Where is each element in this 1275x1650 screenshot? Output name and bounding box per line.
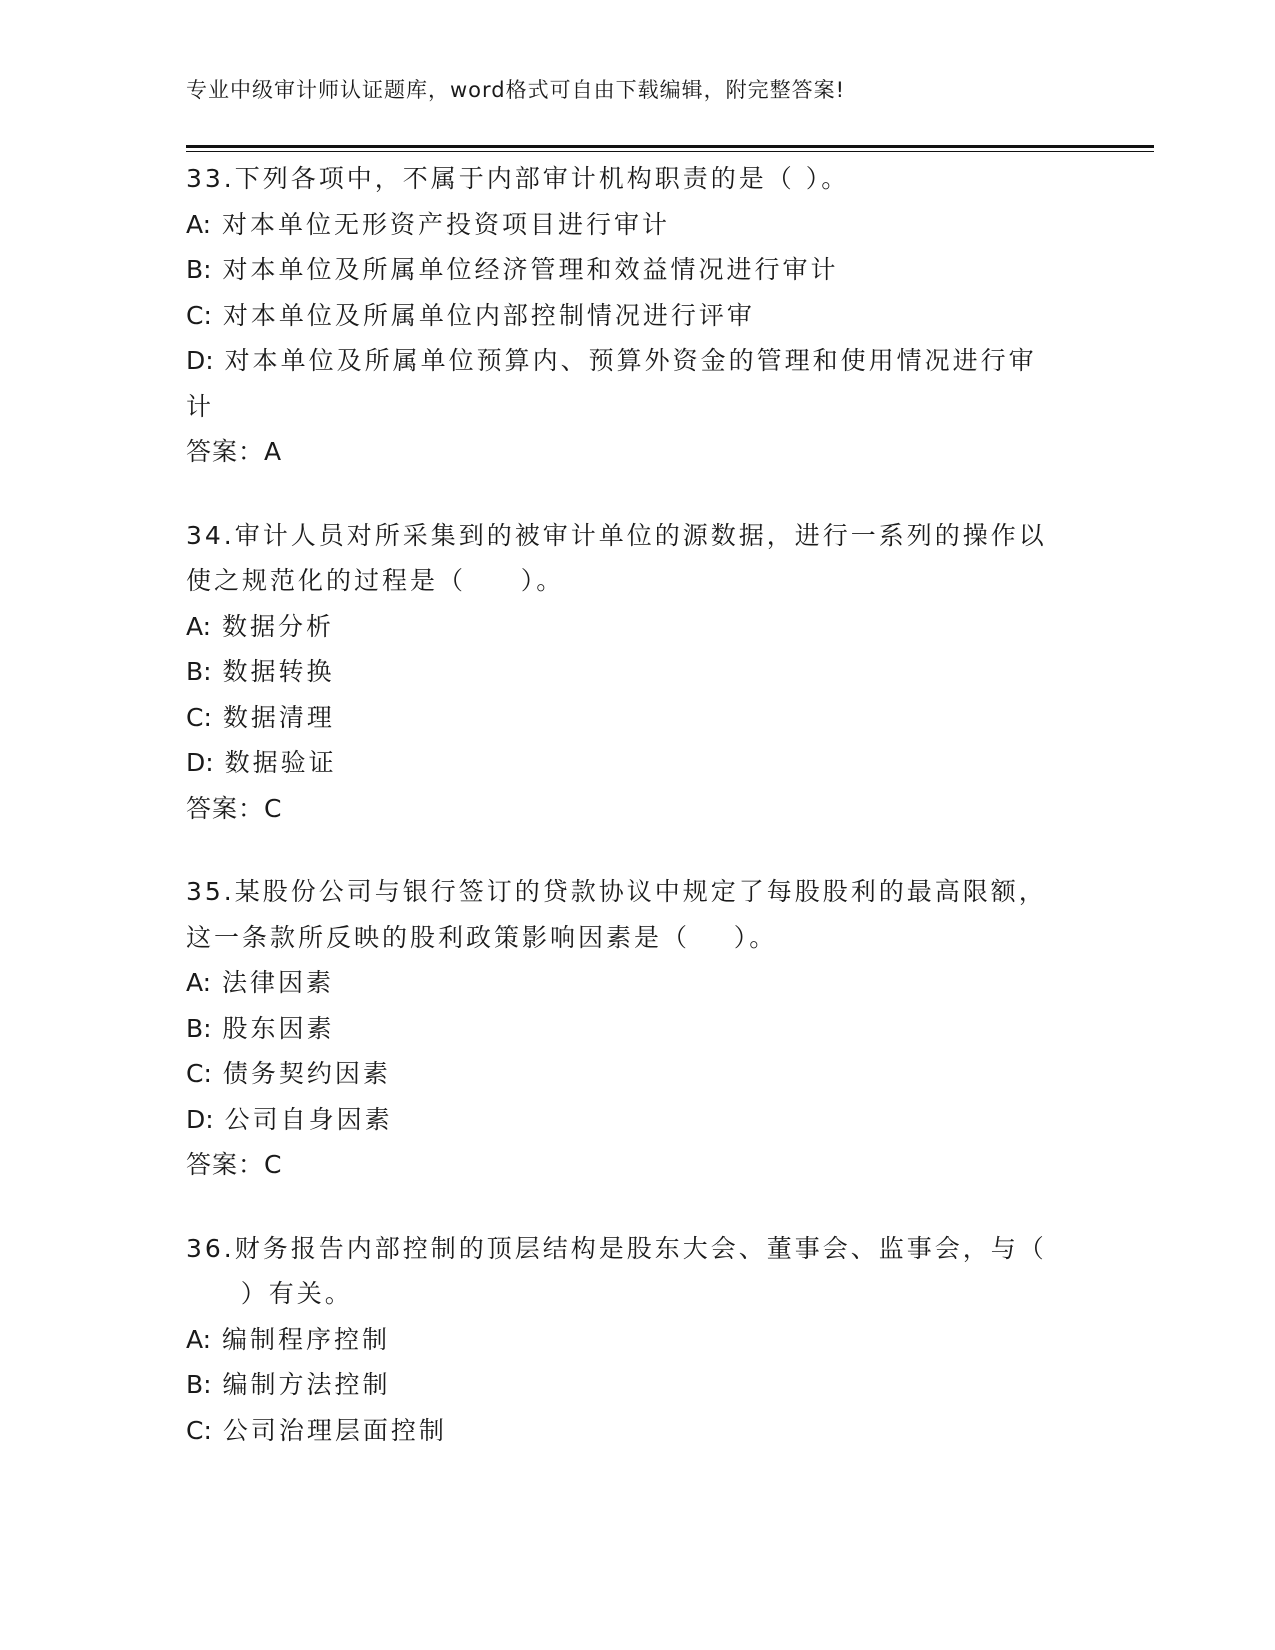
option-key: C: [186,1415,212,1445]
question-block [186,869,1086,1188]
option-key: D: [186,1104,214,1134]
answer-option [186,695,1086,741]
answer-option [186,740,1086,786]
option-text: 编制程序控制 [222,1324,391,1354]
question-stem-line: 36.财务报告内部控制的顶层结构是股东大会、董事会、监事会，与（ [186,1233,1047,1263]
option-text: 数据验证 [224,748,337,777]
answer-option [186,1097,1086,1143]
option-key: C: [186,300,212,330]
answer-option [186,202,1086,248]
answer-option [186,1362,1086,1408]
answer-option [186,960,1086,1006]
option-text: 债务契约因素 [222,1059,391,1088]
question-block [186,1226,1086,1454]
answer-key: 答案：A [186,437,283,466]
question-list [186,156,1086,1491]
answer-option [186,1408,1086,1454]
option-key: B: [186,657,212,686]
option-key: A: [186,968,212,997]
answer-key: 答案：C [186,1150,283,1179]
option-key: C: [186,1059,212,1088]
option-key: D: [186,346,214,375]
option-key: B: [186,1013,212,1043]
option-text: 对本单位及所属单位预算内、预算外资金的管理和使用情况进行审 [224,346,1037,375]
option-key: A: [186,1324,212,1354]
answer-option [186,1317,1086,1363]
answer-option [186,1051,1086,1097]
question-stem-line: 使之规范化的过程是（ ）。 [186,566,565,595]
answer-option [186,604,1086,650]
answer-option [186,1006,1086,1052]
option-key: A: [186,611,212,641]
option-text: 编制方法控制 [222,1370,391,1399]
option-key: B: [186,255,212,284]
option-text: 股东因素 [222,1013,335,1043]
option-text: 计 [186,391,215,421]
header-divider-thin [186,151,1154,152]
option-key: B: [186,1370,212,1399]
answer-key: 答案：C [186,793,283,823]
answer-option [186,338,1086,384]
question-stem-line: 35.某股份公司与银行签订的贷款协议中规定了每股股利的最高限额， [186,877,1047,906]
option-text: 公司治理层面控制 [222,1415,447,1445]
option-text: 数据分析 [222,611,335,641]
question-block [186,513,1086,832]
option-text: 对本单位及所属单位内部控制情况进行评审 [222,300,755,330]
question-stem-line: ）有关。 [186,1279,353,1308]
answer-option [186,293,1086,339]
option-key: C: [186,702,212,732]
answer-option [186,649,1086,695]
answer-option [186,384,1086,430]
option-text: 对本单位及所属单位经济管理和效益情况进行审计 [222,255,839,284]
answer-option [186,247,1086,293]
question-stem-line: 34.审计人员对所采集到的被审计单位的源数据，进行一系列的操作以 [186,520,1047,550]
option-text: 数据清理 [222,702,335,732]
option-text: 数据转换 [222,657,335,686]
option-key: D: [186,748,214,777]
option-key: A: [186,209,212,239]
question-stem-line: 33.下列各项中，不属于内部审计机构职责的是（ ）。 [186,164,850,193]
header-divider-thick [186,145,1154,148]
question-block [186,156,1086,475]
option-text: 法律因素 [222,968,335,997]
option-text: 公司自身因素 [224,1104,393,1134]
header-note: 专业中级审计师认证题库，word格式可自由下载编辑，附完整答案! [186,78,846,102]
question-stem-line: 这一条款所反映的股利政策影响因素是（ ）。 [186,922,778,952]
option-text: 对本单位无形资产投资项目进行审计 [222,209,671,239]
